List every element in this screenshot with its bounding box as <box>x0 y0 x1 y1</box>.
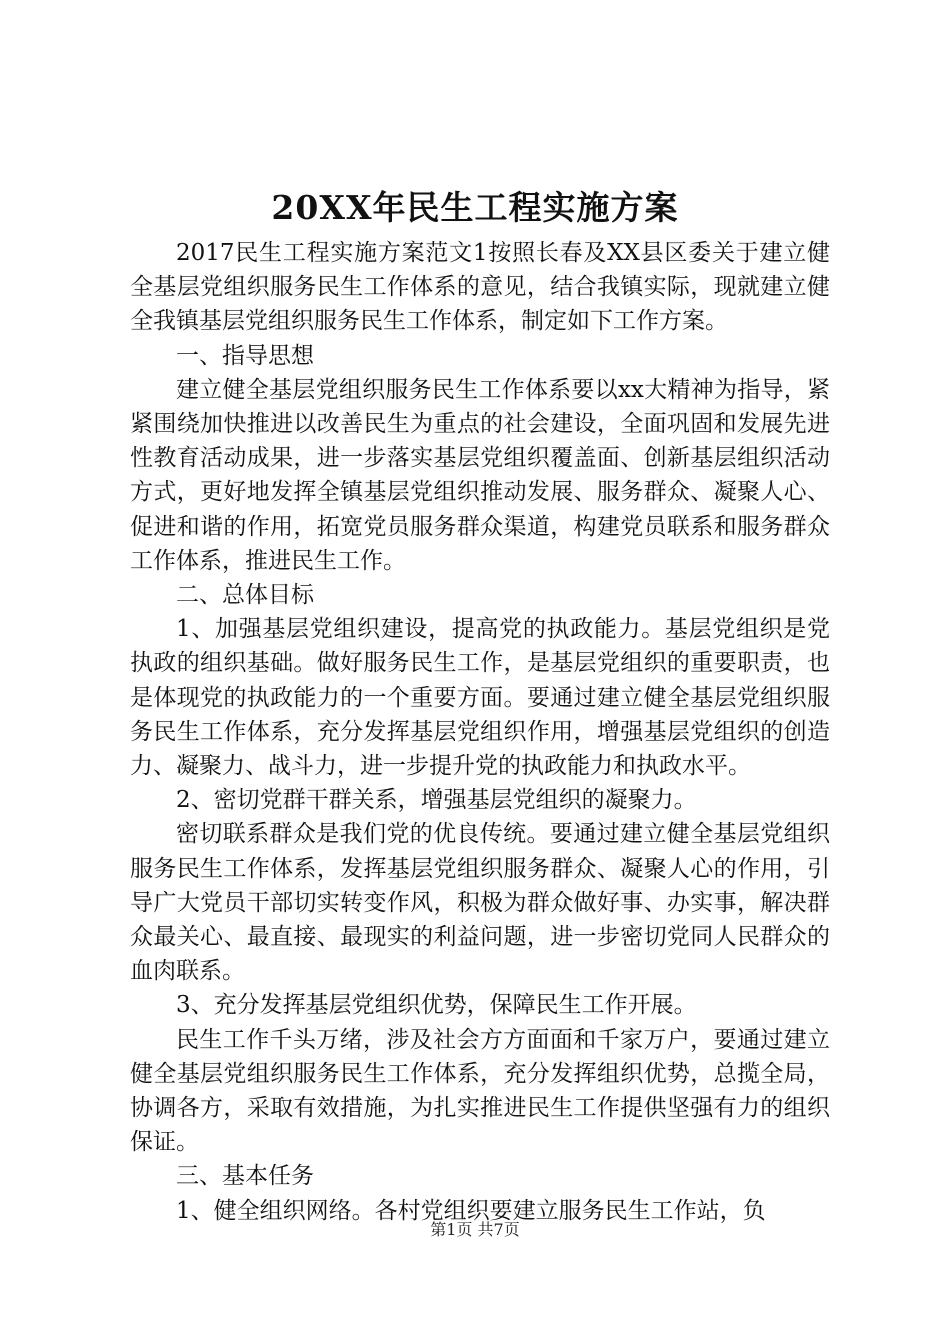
section-heading: 三、基本任务 <box>176 1163 314 1190</box>
page-footer: 第1页 共7页 <box>430 1220 520 1239</box>
intro-paragraph: 2017民生工程实施方案范文1按照长春及XX县区委关于建立健全基层党组织服务民生工作体系的意见，结合我镇实际，现就建立健全我镇基层党组织服务民生工作体系，制定如下工作方案。 <box>130 240 830 335</box>
paragraph: 1、加强基层党组织建设，提高党的执政能力。基层党组织是党执政的组织基础。做好服务民生工作，是基层党组织的重要职责，也是体现党的执政能力的一个重要方面。要通过建立健全基层党组织服务民生工作体系，充分发挥基层党组织作用，增强基层党组织的创造力、凝聚力、战斗力，进一步提升党的执政能力和执政水平。 <box>130 616 830 780</box>
paragraph: 建立健全基层党组织服务民生工作体系要以xx大精神为指导，紧紧围绕加快推进以改善民生为重点的社会建设，全面巩固和发展先进性教育活动成果，进一步落实基层党组织覆盖面、创新基层组织活动方式，更好地发挥全镇基层党组织推动发展、服务群众、凝聚人心、促进和谐的作用，拓宽党员服务群众渠道，构建党员联系和服务群众工作体系，推进民生工作。 <box>130 376 830 574</box>
paragraph: 1、健全组织网络。各村党组织要建立服务民生工作站，负 <box>176 1197 766 1224</box>
document-body <box>130 236 830 1228</box>
document-title: 20XX年民生工程实施方案 <box>271 188 679 227</box>
paragraph: 民生工作千头万绪，涉及社会方方面面和千家万户，要通过建立健全基层党组织服务民生工作体系，充分发挥组织优势，总揽全局，协调各方，采取有效措施，为扎实推进民生工作提供坚强有力的组织保证。 <box>130 1026 830 1156</box>
section-heading: 二、总体目标 <box>176 582 314 609</box>
paragraph: 2、密切党群干群关系，增强基层党组织的凝聚力。 <box>176 787 697 814</box>
paragraph: 3、充分发挥基层党组织优势，保障民生工作开展。 <box>176 992 697 1019</box>
section-heading: 一、指导思想 <box>176 342 314 369</box>
paragraph: 密切联系群众是我们党的优良传统。要通过建立健全基层党组织服务民生工作体系，发挥基层党组织服务群众、凝聚人心的作用，引导广大党员干部切实转变作风，积极为群众做好事、办实事，解决群众最关心、最直接、最现实的利益问题，进一步密切党同人民群众的血肉联系。 <box>130 821 830 985</box>
